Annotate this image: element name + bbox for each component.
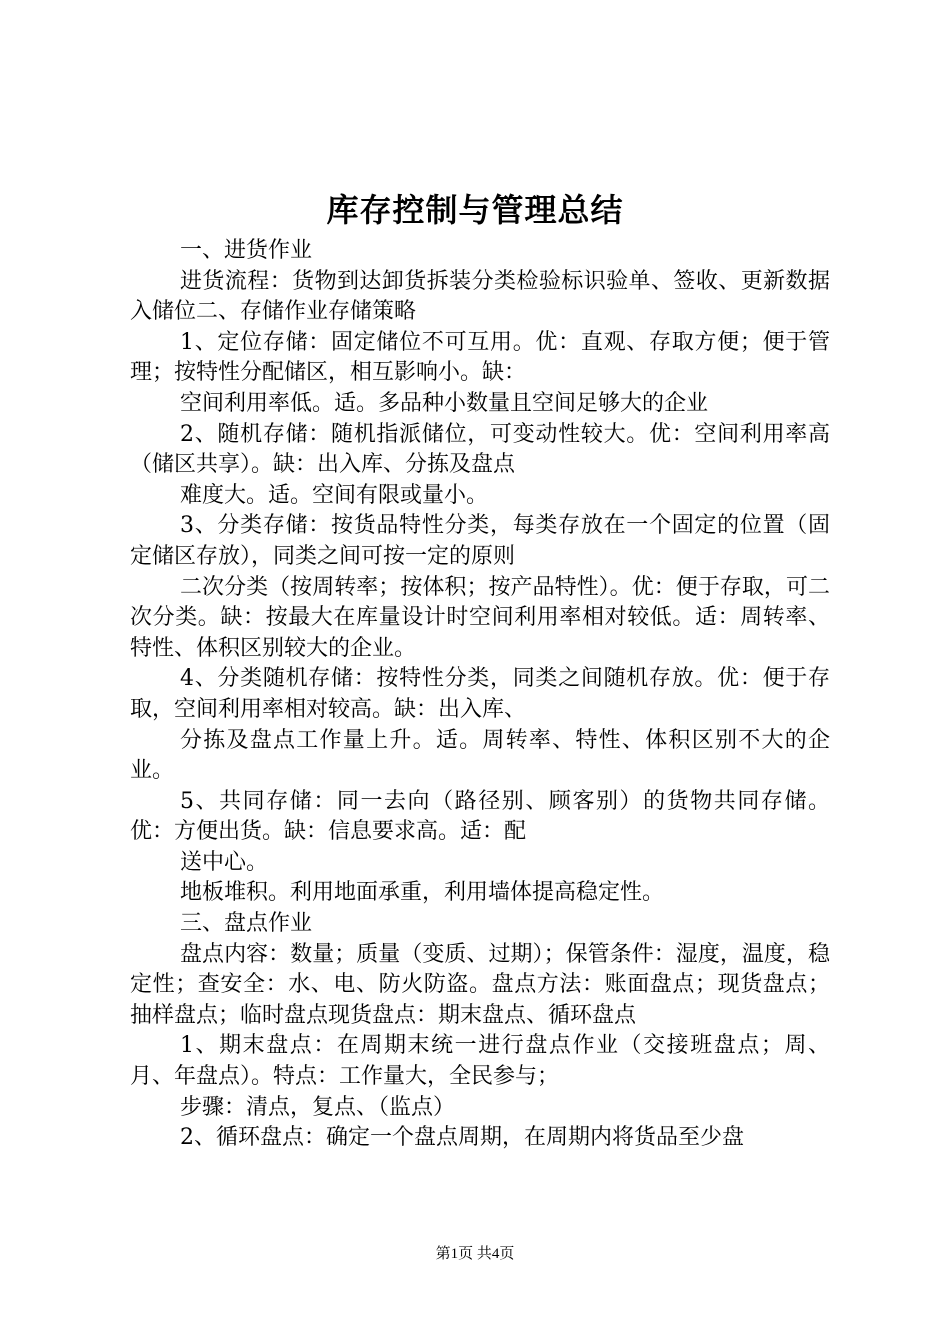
paragraph: 进货流程：货物到达卸货拆装分类检验标识验单、签收、更新数据入储位二、存储作业存储策略 [130,268,830,325]
paragraph: 地板堆积。利用地面承重，利用墙体提高稳定性。 [180,880,665,906]
paragraph: 分拣及盘点工作量上升。适。周转率、特性、体积区别不大的企业。 [130,727,830,784]
paragraph: 三、盘点作业 [180,911,313,937]
paragraph: 难度大。适。空间有限或量小。 [180,482,489,508]
document-title: 库存控制与管理总结 [326,191,624,229]
page-number-footer: 第1页 共4页 [435,1246,515,1262]
paragraph: 1、定位存储：固定储位不可互用。优：直观、存取方便；便于管理；按特性分配储区，相互影响小。缺： [130,329,830,386]
paragraph: 2、随机存储：随机指派储位，可变动性较大。优：空间利用率高（储区共享）。缺：出入库、分拣及盘点 [130,421,830,478]
paragraph: 步骤：清点，复点、（监点） [180,1094,456,1120]
paragraph: 二次分类（按周转率；按体积；按产品特性）。优：便于存取，可二次分类。缺：按最大在库量设计时空间利用率相对较低。适：周转率、特性、体积区别较大的企业。 [130,574,830,661]
paragraph: 送中心。 [180,849,269,875]
paragraph: 2、循环盘点：确定一个盘点周期，在周期内将货品至少盘 [180,1125,744,1151]
paragraph: 一、进货作业 [180,238,313,263]
paragraph: 3、分类存储：按货品特性分类，每类存放在一个固定的位置（固定储区存放），同类之间可按一定的原则 [130,513,830,569]
paragraph: 空间利用率低。适。多品种小数量且空间足够大的企业 [180,390,709,416]
paragraph: 1、期末盘点：在周期末统一进行盘点作业（交接班盘点；周、月、年盘点）。特点：工作量大，全民参与； [130,1033,830,1090]
paragraph: 盘点内容：数量；质量（变质、过期）；保管条件：湿度，温度，稳定性；查安全：水、电、防火防盗。盘点方法：账面盘点；现货盘点；抽样盘点；临时盘点现货盘点：期末盘点、循环盘点 [130,941,830,1028]
paragraph: 4、分类随机存储：按特性分类，同类之间随机存放。优：便于存取，空间利用率相对较高。缺：出入库、 [130,666,830,722]
document-body [130,236,830,1154]
paragraph: 5、共同存储：同一去向（路径别、顾客别）的货物共同存储。优：方便出货。缺：信息要求高。适：配 [130,788,830,845]
